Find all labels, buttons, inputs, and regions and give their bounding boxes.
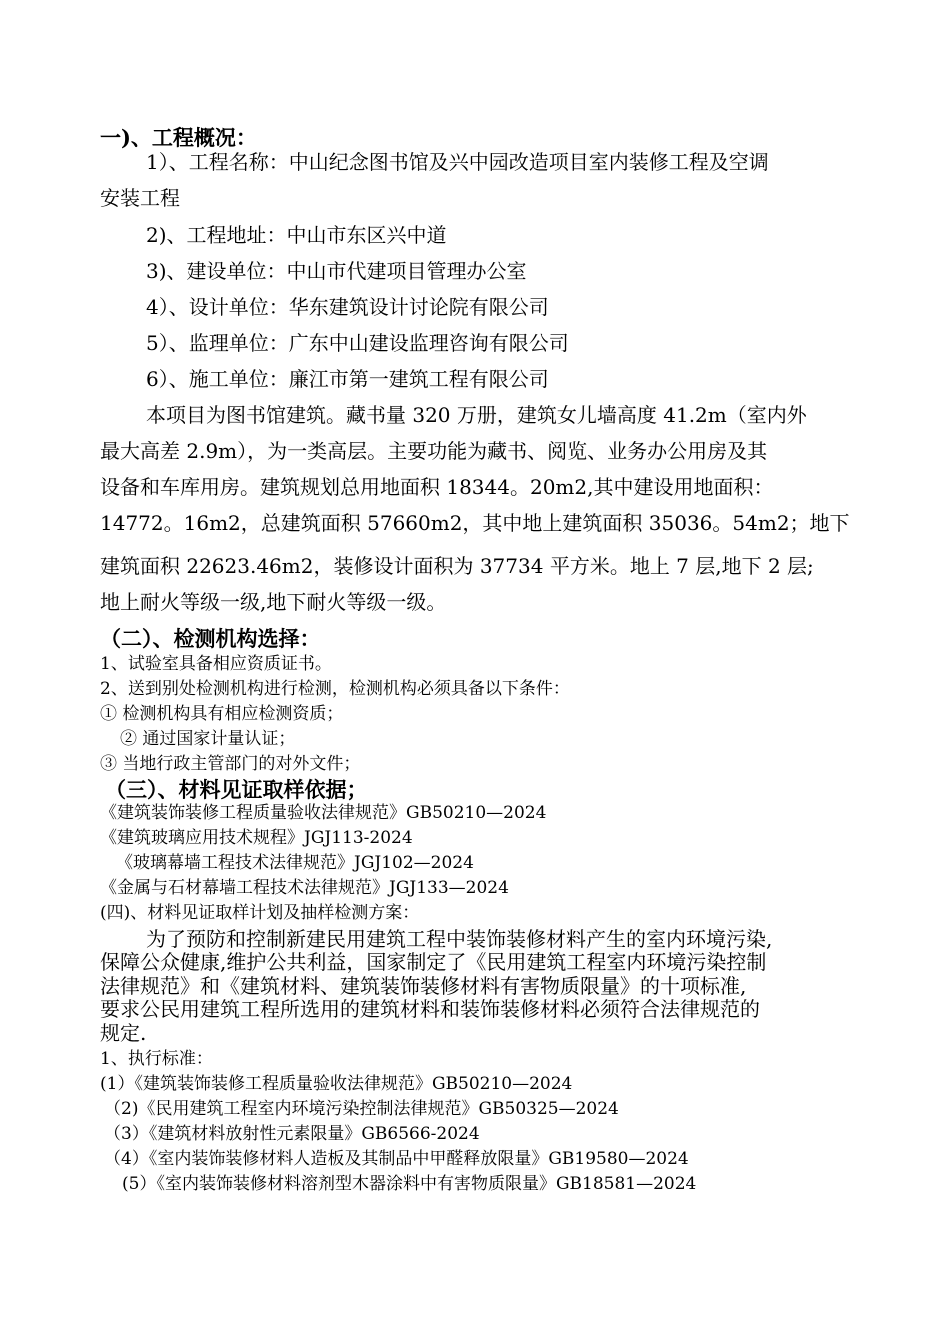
agency-condition-item: ② 通过国家计量认证；: [120, 729, 296, 749]
execution-standard-item: (1）《建筑装饰装修工程质量验收法律规范》GB50210—2024: [100, 1074, 573, 1094]
sampling-plan-paragraph-line: 保障公众健康,维护公共利益，国家制定了《民用建筑工程室内环境污染控制: [100, 950, 767, 974]
project-description-line: 14772。16m2，总建筑面积 57660m2，其中地上建筑面积 35036。54m2；地下: [100, 511, 850, 535]
execution-standard-item: （4）《室内装饰装修材料人造板及其制品中甲醛释放限量》GB19580—2024: [104, 1149, 689, 1169]
project-description-line: 地上耐火等级一级,地下耐火等级一级。: [100, 590, 447, 614]
agency-condition-item: ① 检测机构具有相应检测资质；: [100, 704, 344, 724]
standard-reference-line: 《建筑装饰装修工程质量验收法律规范》GB50210—2024: [100, 803, 547, 823]
section-heading-project-overview: 一)、工程概况：: [100, 125, 257, 150]
project-description-line: 最大高差 2.9m），为一类高层。主要功能为藏书、阅览、业务办公用房及其: [100, 439, 768, 463]
sampling-plan-paragraph-line: 法律规范》和《建筑材料、建筑装饰装修材料有害物质限量》的十项标准,: [100, 974, 747, 998]
execution-standard-item: （2)《民用建筑工程室内环境污染控制法律规范》GB50325—2024: [104, 1099, 619, 1119]
section-heading-testing-agency: （二）、检测机构选择：: [100, 626, 321, 651]
standard-reference-line: 《建筑玻璃应用技术规程》JGJ113-2024: [100, 828, 413, 848]
sampling-plan-paragraph-line: 为了预防和控制新建民用建筑工程中装饰装修材料产生的室内环境污染,: [146, 927, 773, 951]
agency-condition-item: ③ 当地行政主管部门的对外文件；: [100, 754, 361, 774]
design-unit-line: 4）、设计单位：华东建筑设计讨论院有限公司: [146, 295, 549, 319]
project-description-line: 设备和车库用房。建筑规划总用地面积 18344。20m2,其中建设用地面积：: [100, 475, 774, 499]
project-description-line: 建筑面积 22623.46m2，装修设计面积为 37734 平方米。地上 7 层,地下 2 层;: [100, 554, 814, 578]
section-heading-sampling-basis: （三）、材料见证取样依据；: [105, 777, 368, 802]
standard-reference-line: 《玻璃幕墙工程技术法律规范》JGJ102—2024: [116, 853, 474, 873]
construction-unit-line: 6）、施工单位：廉江市第一建筑工程有限公司: [146, 367, 549, 391]
project-name-line: 1）、工程名称：中山纪念图书馆及兴中园改造项目室内装修工程及空调: [146, 150, 769, 174]
standard-reference-line: 《金属与石材幕墙工程技术法律规范》JGJ133—2024: [100, 878, 509, 898]
section-heading-sampling-plan: (四)、材料见证取样计划及抽样检测方案：: [100, 903, 420, 923]
project-address-line: 2)、工程地址：中山市东区兴中道: [146, 223, 447, 247]
execution-standard-item: （3）《建筑材料放射性元素限量》GB6566-2024: [104, 1124, 480, 1144]
sampling-plan-paragraph-line: 要求公民用建筑工程所选用的建筑材料和装饰装修材料必须符合法律规范的: [100, 997, 760, 1021]
supervision-unit-line: 5）、监理单位：广东中山建设监理咨询有限公司: [146, 331, 569, 355]
execution-standard-item: (5）《室内装饰装修材料溶剂型木器涂料中有害物质限量》GB18581—2024: [122, 1174, 697, 1194]
execution-standards-title: 1、执行标准：: [100, 1049, 213, 1069]
sampling-plan-paragraph-line: 规定.: [100, 1021, 147, 1045]
project-name-continuation: 安装工程: [100, 186, 180, 210]
agency-condition-line: 2、送到别处检测机构进行检测，检测机构必须具备以下条件：: [100, 679, 570, 699]
project-description-line: 本项目为图书馆建筑。藏书量 320 万册，建筑女儿墙高度 41.2m（室内外: [146, 403, 807, 427]
agency-condition-line: 1、试验室具备相应资质证书。: [100, 654, 332, 674]
client-unit-line: 3)、建设单位：中山市代建项目管理办公室: [146, 259, 527, 283]
